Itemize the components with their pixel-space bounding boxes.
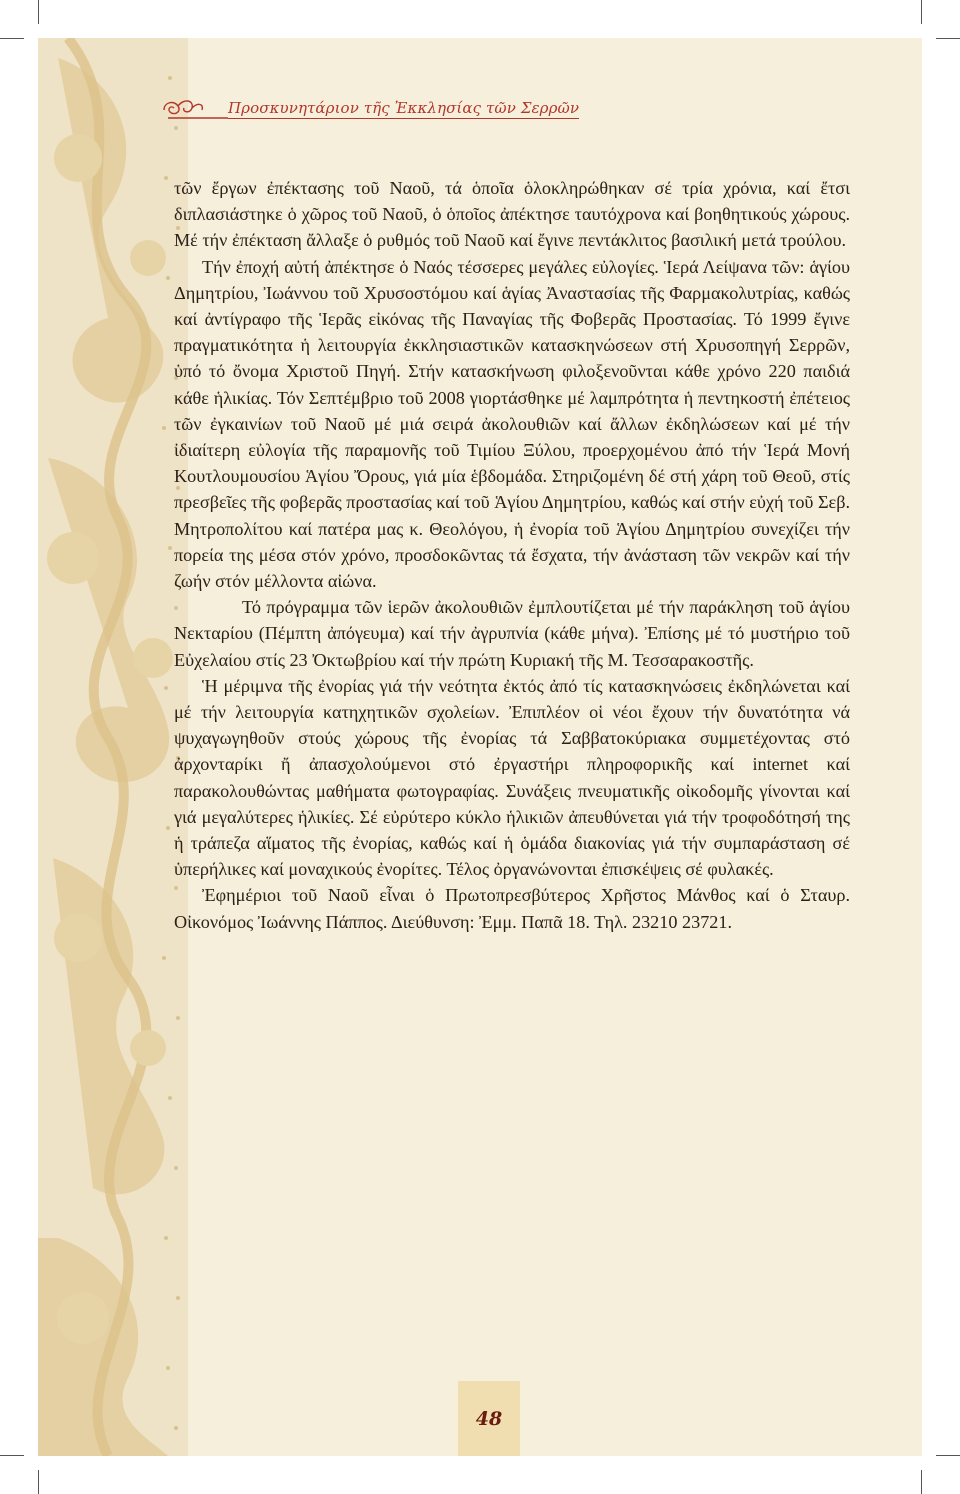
paragraph: Ἐφημέριοι τοῦ Ναοῦ εἶναι ὁ Πρωτοπρεσβύτερος Χρῆστος Μάνθος καί ὁ Σταυρ. Οἰκονόμος Ἰωάννης Πάππος. Διεύθυνση: Ἐμμ. Παπᾶ 18. Τηλ. 23210 23721.	[174, 885, 850, 932]
floral-ornament-band	[38, 38, 188, 1456]
body-text	[174, 175, 850, 935]
floral-pattern-icon	[38, 38, 188, 1456]
crop-mark	[0, 1455, 24, 1456]
running-header	[160, 94, 579, 124]
crop-mark	[921, 1470, 922, 1494]
running-header-title: Προσκυνητάριον τῆς Ἐκκλησίας τῶν Σερρῶν	[228, 99, 580, 117]
crop-mark	[38, 1470, 39, 1494]
paragraph: Τό πρόγραμμα τῶν ἱερῶν ἀκολουθιῶν ἐμπλουτίζεται μέ τήν παράκληση τοῦ ἁγίου Νεκταρίου (Πέμπτη ἀπόγευμα) καί τήν ἀγρυπνία (κάθε μήνα). Ἐπίσης μέ τό μυστήριο τοῦ Εὐχελαίου στίς 23 Ὀκτωβρίου καί τήν πρώτη Κυριακή τῆς Μ. Τεσσαρακοστῆς.	[174, 597, 850, 670]
page-paper	[38, 38, 922, 1456]
crop-mark	[936, 1455, 960, 1456]
crop-mark	[921, 0, 922, 24]
scroll-flourish-icon	[160, 96, 230, 122]
paragraph: Τήν ἐποχή αὐτή ἀπέκτησε ὁ Ναός τέσσερες μεγάλες εὐλογίες. Ἱερά Λείψανα τῶν: ἁγίου Δημητρίου, Ἰωάννου τοῦ Χρυσοστόμου καί ἁγίας Ἀναστασίας τῆς Φαρμακολυτρίας, καθώς καί ἀντίγραφο τῆς Ἱερᾶς εἰκόνας τῆς Παναγίας τῆς Φοβερᾶς Προστασίας. Τό 1999 ἔγινε πραγματικότητα ἡ λειτουργία ἐκκλησιαστικῶν κατασκηνώσεων στή Χρυσοπηγή Σερρῶν, ὑπό τό ὄνομα Χριστοῦ Πηγή. Στήν κατασκήνωση φιλοξενοῦνται κάθε χρόνο 220 παιδιά κάθε ἡλικίας. Τόν Σεπτέμβριο τοῦ 2008 γιορτάσθηκε μέ λαμπρότητα ἡ πεντηκοστή ἐπέτειος τῶν ἐγκαινίων τοῦ Ναοῦ μέ μιά σειρά ἀκολουθιῶν καί ἄλλων ἐκδηλώσεων καί μέ τήν ἰδιαίτερη εὐλογία τῆς παραμονῆς τοῦ Τιμίου Ξύλου, προερχομένου ἀπό τήν Ἱερά Μονή Κουτλουμουσίου Ἁγίου Ὄρους, γιά μία ἑβδομάδα. Στηριζομένη δέ στή χάρη τοῦ Θεοῦ, στίς πρεσβεῖες τῆς φοβερᾶς προστασίας καί τοῦ Ἁγίου Δημητρίου, καθώς καί στήν εὐχή τοῦ Σεβ. Μητροπολίτου καί πατέρα μας κ. Θεολόγου, ἡ ἐνορία τοῦ Ἁγίου Δημητρίου συνεχίζει τήν πορεία της μέσα στόν χρόνο, προσδοκῶντας τά ἔσχατα, τήν ἀνάσταση τῶν νεκρῶν καί τήν ζωήν στόν μέλλοντα αἰώνα.	[174, 256, 850, 592]
crop-mark	[936, 38, 960, 39]
page-number: 48	[475, 1407, 503, 1430]
crop-mark	[0, 38, 24, 39]
paragraph: τῶν ἔργων ἐπέκτασης τοῦ Ναοῦ, τά ὁποῖα ὁλοκληρώθηκαν σέ τρία χρόνια, καί ἔτσι διπλασιάστηκε ὁ χῶρος τοῦ Ναοῦ, ὁ ὁποῖος ἀπέκτησε ταυτόχρονα καί βοηθητικούς χώρους. Μέ τήν ἐπέκταση ἄλλαξε ὁ ρυθμός τοῦ Ναοῦ καί ἔγινε πεντάκλιτος βασιλική μετά τρούλου.	[174, 178, 850, 251]
crop-mark	[38, 0, 39, 24]
page-number-tab	[458, 1381, 520, 1456]
paragraph: Ἡ μέριμνα τῆς ἐνορίας γιά τήν νεότητα ἐκτός ἀπό τίς κατασκηνώσεις ἐκδηλώνεται καί μέ τήν λειτουργία κατηχητικῶν σχολείων. Ἐπιπλέον οἱ νέοι ἔχουν τήν δυνατότητα νά ψυχαγωγηθοῦν στούς χώρους τῆς ἐνορίας τά Σαββατοκύριακα συμμετέχοντας στό ἀρχονταρίκι ἤ ἀπασχολούμενοι στό ἐργαστήρι πληροφορικῆς καί internet καί παρακολουθώντας μαθήματα φωτογραφίας. Συνάξεις πνευματικῆς οἰκοδομῆς γίνονται καί γιά μεγαλύτερες ἡλικίες. Σέ εὐρύτερο κύκλο ἡλικιῶν ἀπευθύνεται γιά τήν τροφοδότησή της ἡ τράπεζα αἵματος τῆς ἐνορίας, καθώς καί ἡ ὁμάδα διακονίας γιά τήν συμπαράσταση σέ ὑπερήλικες καί μοναχικούς ἐνορίτες. Τέλος ὀργανώνονται ἐπισκέψεις σέ φυλακές.	[174, 675, 850, 880]
